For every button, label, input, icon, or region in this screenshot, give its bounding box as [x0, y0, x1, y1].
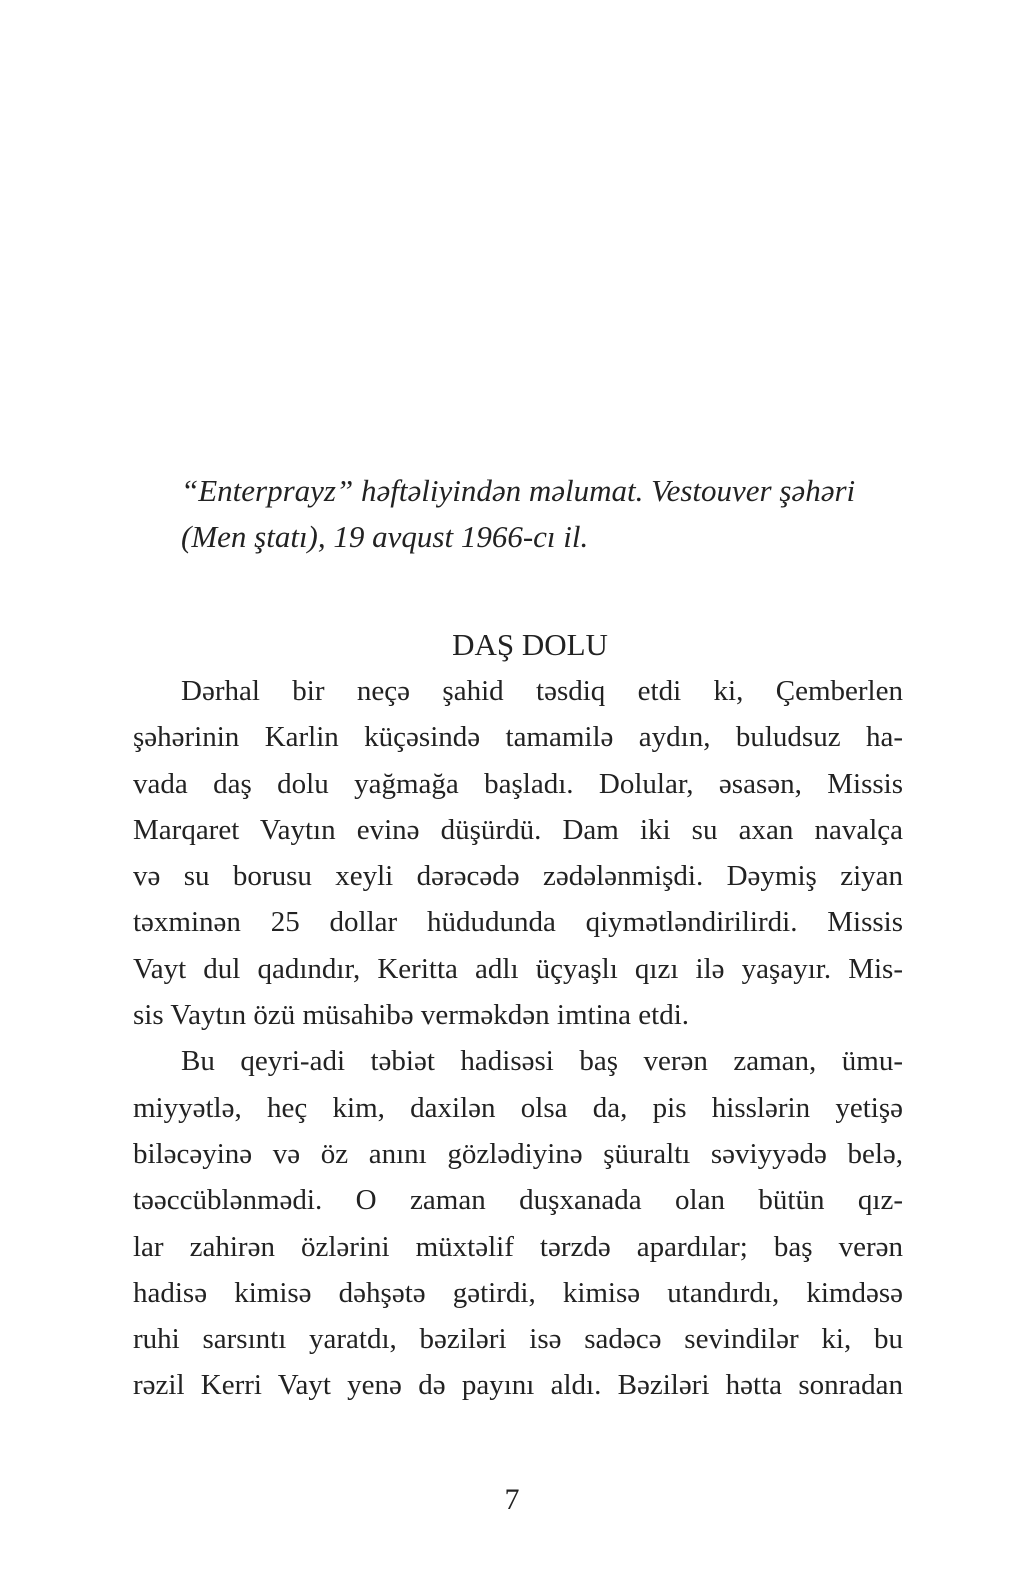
paragraph-line: təxminən 25 dollar hüdudunda qiymətləndirilirdi. Missis — [133, 906, 903, 939]
paragraph-line: təəccüblənmədi. O zaman duşxanada olan bütün qız- — [133, 1184, 903, 1217]
paragraph-line: ruhi sarsıntı yaratdı, bəziləri isə sadəcə sevindilər ki, bu — [133, 1323, 903, 1356]
paragraph-line: miyyətlə, heç kim, daxilən olsa da, pis hisslərin yetişə — [133, 1091, 903, 1124]
epigraph-line: “Enterprayz” həftəliyindən məlumat. Vestouver şəhəri — [181, 473, 856, 508]
paragraph-line: biləcəyinə və öz anını gözlədiyinə şüuraltı səviyyədə belə, — [133, 1137, 903, 1170]
chapter-heading: DAŞ DOLU — [452, 627, 608, 662]
text-block — [133, 468, 903, 1409]
epigraph-line: (Men ştatı), 19 avqust 1966-cı il. — [181, 519, 589, 554]
paragraph-2 — [133, 1038, 903, 1408]
paragraph-line: Bu qeyri-adi təbiət hadisəsi baş verən zaman, ümu- — [181, 1045, 903, 1078]
paragraph-line: Vayt dul qadındır, Keritta adlı üçyaşlı qızı ilə yaşayır. Mis- — [133, 952, 903, 985]
page-number: 7 — [504, 1483, 520, 1516]
paragraph-line: Marqaret Vaytın evinə düşürdü. Dam iki su axan navalça — [133, 813, 903, 846]
paragraph-1 — [133, 668, 903, 1038]
paragraph-line: sis Vaytın özü müsahibə verməkdən imtina etdi. — [133, 999, 689, 1032]
paragraph-line: və su borusu xeyli dərəcədə zədələnmişdi. Dəymiş ziyan — [133, 860, 903, 893]
paragraph-line: hadisə kimisə dəhşətə gətirdi, kimisə utandırdı, kimdəsə — [133, 1276, 903, 1309]
paragraph-line: lar zahirən özlərini müxtəlif tərzdə apardılar; baş verən — [133, 1230, 903, 1263]
paragraph-line: vada daş dolu yağmağa başladı. Dolular, əsasən, Missis — [133, 767, 903, 800]
paragraph-line: şəhərinin Karlin küçəsində tamamilə aydın, buludsuz ha- — [133, 721, 903, 754]
paragraph-line: rəzil Kerri Vayt yenə də payını aldı. Bəziləri hətta sonradan — [133, 1369, 903, 1402]
epigraph — [181, 468, 903, 560]
paragraph-line: Dərhal bir neçə şahid təsdiq etdi ki, Çemberlen — [181, 675, 903, 707]
